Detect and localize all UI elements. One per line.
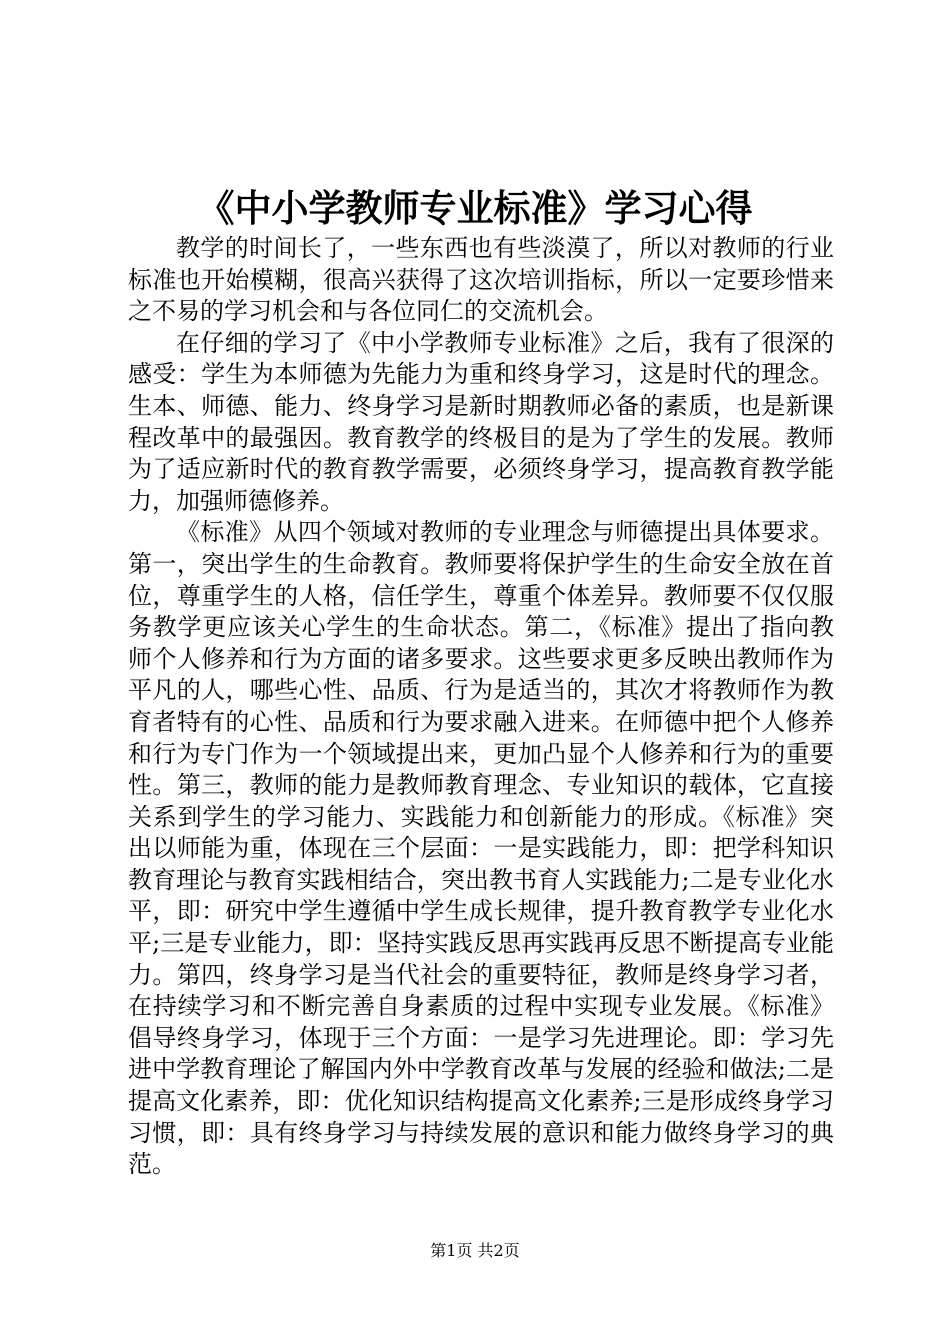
paragraph-1: 教学的时间长了，一些东西也有些淡漠了，所以对教师的行业标准也开始模糊，很高兴获得了这次培训指标，所以一定要珍惜来之不易的学习机会和与各位同仁的交流机会。 bbox=[128, 234, 834, 326]
paragraph-3: 《标准》从四个领域对教师的专业理念与师德提出具体要求。第一，突出学生的生命教育。教师要将保护学生的生命安全放在首位，尊重学生的人格，信任学生，尊重个体差异。教师要不仅仅服务教学更应该关心学生的生命状态。第二，《标准》提出了指向教师个人修养和行为方面的诸多要求。这些要求更多反映出教师作为平凡的人，哪些心性、品质、行为是适当的，其次才将教师作为教育者特有的心性、品质和行为要求融入进来。在师德中把个人修养和行为专门作为一个领域提出来，更加凸显个人修养和行为的重要性。第三，教师的能力是教师教育理念、专业知识的载体，它直接关系到学生的学习能力、实践能力和创新能力的形成。《标准》突出以师能为重，体现在三个层面：一是实践能力，即：把学科知识教育理论与教育实践相结合，突出教书育人实践能力;二是专业化水平，即：研究中学生遵循中学生成长规律，提升教育教学专业化水平;三是专业能力，即：坚持实践反思再实践再反思不断提高专业能力。第四，终身学习是当代社会的重要特征，教师是终身学习者，在持续学习和不断完善自身素质的过程中实现专业发展。《标准》倡导终身学习，体现于三个方面：一是学习先进理论。即：学习先进中学教育理论了解国内外中学教育改革与发展的经验和做法;二是提高文化素养，即：优化知识结构提高文化素养;三是形成终身学习习惯，即：具有终身学习与持续发展的意识和能力做终身学习的典范。 bbox=[128, 518, 834, 1179]
paragraph-2: 在仔细的学习了《中小学教师专业标准》之后，我有了很深的感受：学生为本师德为先能力为重和终身学习，这是时代的理念。生本、师德、能力、终身学习是新时期教师必备的素质，也是新课程改革中的最强因。教育教学的终极目的是为了学生的发展。教师为了适应新时代的教育教学需要，必须终身学习，提高教育教学能力，加强师德修养。 bbox=[128, 328, 834, 515]
document-title: 《中小学教师专业标准》学习心得 bbox=[197, 186, 753, 230]
page-number-footer: 第1页 共2页 bbox=[430, 1241, 520, 1260]
document-body bbox=[128, 233, 834, 1181]
